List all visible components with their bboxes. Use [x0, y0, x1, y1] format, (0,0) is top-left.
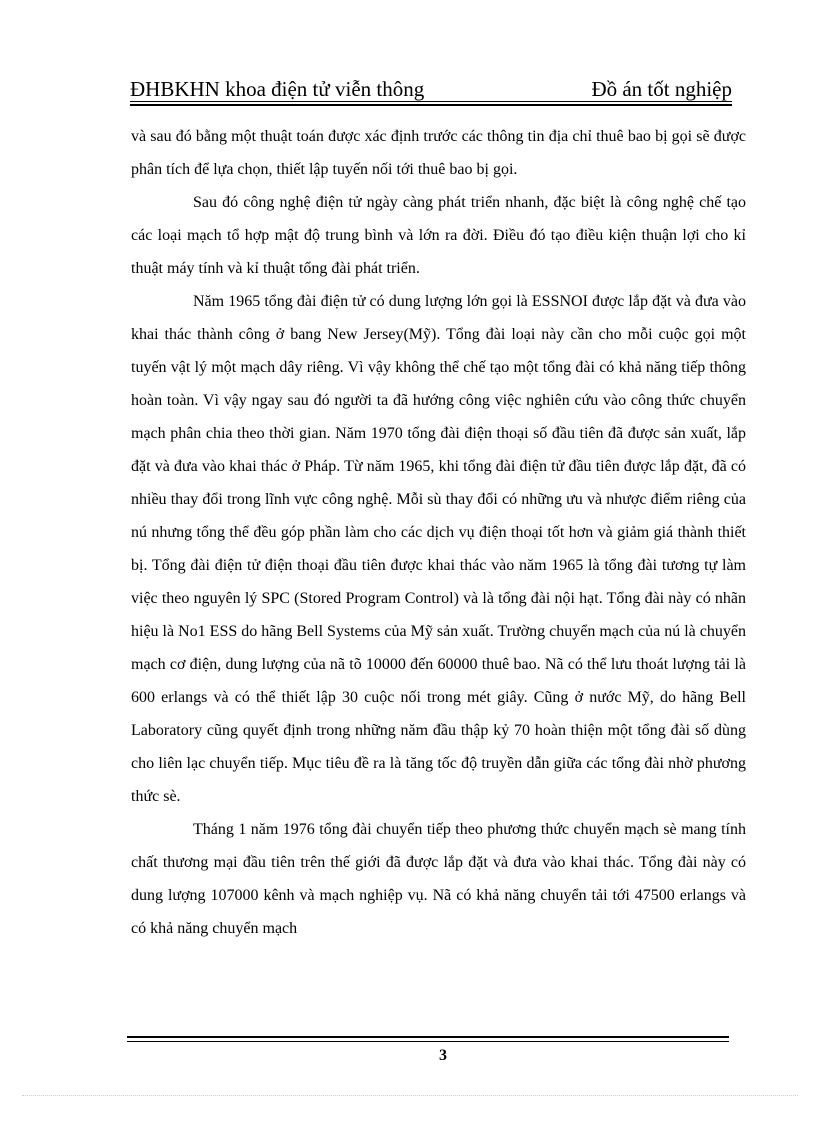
header-rule-thick [130, 104, 732, 106]
page-number: 3 [439, 1047, 447, 1064]
header-left-text: ĐHBKHN khoa điện tử viễn thông [130, 77, 425, 101]
page-edge-divider [22, 1095, 798, 1096]
footer-rule-thick [127, 1036, 729, 1038]
header-rule-thin [130, 101, 732, 102]
footer-rule-thin [127, 1041, 729, 1042]
page-header [130, 76, 732, 102]
paragraph-4: Tháng 1 năm 1976 tổng đài chuyển tiếp theo phương thức chuyển mạch sè mang tính chất thương mại đầu tiên trên thế giới đã được lắp đặt và đưa vào khai thác. Tổng đài này có dung lượng 107000 kênh và mạch nghiệp vụ. Nã có khả năng chuyển tải tới 47500 erlangs và có khả năng chuyển mạch [131, 821, 746, 937]
paragraph-1: và sau đó bằng một thuật toán được xác định trước các thông tin địa chỉ thuê bao bị gọi sẽ được phân tích để lựa chọn, thiết lập tuyến nối tới thuê bao bị gọi. [131, 128, 746, 178]
paragraph-3: Năm 1965 tổng đài điện tử có dung lượng lớn gọi là ESSNOI được lắp đặt và đưa vào khai thác thành công ở bang New Jersey(Mỹ). Tổng đài loại này cần cho mỗi cuộc gọi một tuyến vật lý một mạch dây riêng. Vì vậy không thể chế tạo một tổng đài có khả năng tiếp thông hoàn toàn. Vì vậy ngay sau đó người ta đã hướng công việc nghiên cứu vào công thức chuyển mạch phân chia theo thời gian. Năm 1970 tổng đài điện thoại số đầu tiên đã được sản xuất, lắp đặt và đưa vào khai thác ở Pháp. Từ năm 1965, khi tổng đài điện tử đầu tiên được lắp đặt, đã có nhiều thay đổi trong lĩnh vực công nghệ. Mỗi sù thay đổi có những ưu và nhược điểm riêng của nú nhưng tổng thể đều góp phần làm cho các dịch vụ điện thoại tốt hơn và giảm giá thành thiết bị. Tổng đài điện tử điện thoại đầu tiên được khai thác vào năm 1965 là tổng đài tương tự làm việc theo nguyên lý SPC (Stored Program Control) và là tổng đài nội hạt. Tổng đài này có nhãn hiệu là No1 ESS do hãng Bell Systems của Mỹ sản xuất. Trường chuyển mạch của nú là chuyển mạch cơ điện, dung lượng của nã tõ 10000 đến 60000 thuê bao. Nã có thể lưu thoát lượng tải là 600 erlangs và có thể thiết lập 30 cuộc nối trong mét giây. Cũng ở nước Mỹ, do hãng Bell Laboratory cũng quyết định trong những năm đầu thập kỷ 70 hoàn thiện một tổng đài số dùng cho liên lạc chuyển tiếp. Mục tiêu đề ra là tăng tốc độ truyền dẫn giữa các tổng đài nhờ phương thức sè. [131, 293, 746, 805]
document-body [131, 120, 746, 945]
paragraph-2: Sau đó công nghệ điện tử ngày càng phát triển nhanh, đặc biệt là công nghệ chế tạo các loại mạch tổ hợp mật độ trung bình và lớn ra đời. Điều đó tạo điều kiện thuận lợi cho kỉ thuật máy tính và kỉ thuật tổng đài phát triển. [131, 194, 746, 277]
header-right-text: Đồ án tốt nghiệp [591, 77, 732, 101]
